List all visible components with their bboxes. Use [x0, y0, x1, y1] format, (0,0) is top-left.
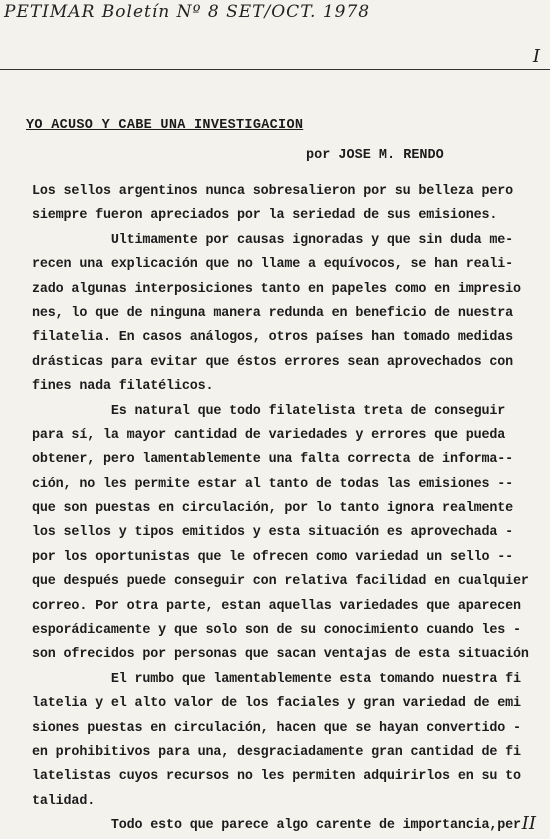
- body-line: en prohibitivos para una, desgraciadamente gran cantidad de fi: [32, 744, 521, 760]
- header-divider: [0, 69, 550, 70]
- body-line: Es natural que todo filatelista treta de conseguir: [32, 403, 506, 419]
- body-line: los sellos y tipos emitidos y esta situación es aprovechada -: [32, 525, 514, 541]
- body-line: por los oportunistas que le ofrecen como variedad un sello --: [32, 549, 514, 565]
- body-line: correo. Por otra parte, estan aquellas variedades que aparecen: [32, 598, 521, 614]
- body-line: esporádicamente y que solo son de su conocimiento cuando les -: [32, 623, 521, 639]
- body-line: latelia y el alto valor de los faciales y gran variedad de emi: [32, 696, 521, 712]
- body-line: zado algunas interposiciones tanto en papeles como en impresio: [32, 281, 521, 297]
- body-line: Ultimamente por causas ignoradas y que sin duda me-: [32, 232, 514, 248]
- body-line: latelistas cuyos recursos no les permiten adquirirlos en su to: [32, 769, 521, 785]
- body-line: talidad.: [32, 793, 96, 809]
- body-line: siempre fueron apreciados por la seriedad de sus emisiones.: [32, 208, 498, 224]
- body-line: El rumbo que lamentablemente esta tomando nuestra fi: [32, 671, 521, 687]
- body-line: recen una explicación que no llame a equívocos, se han reali-: [32, 257, 514, 273]
- body-line: nes, lo que de ninguna manera redunda en beneficio de nuestra: [32, 305, 514, 321]
- body-line: obtener, pero lamentablemente una falta correcta de informa--: [32, 452, 514, 468]
- body-line: siones puestas en circulación, hacen que se hayan convertido -: [32, 720, 521, 736]
- footer-mark: II: [521, 813, 536, 834]
- body-line: son ofrecidos por personas que sacan ventajas de esta situación: [32, 647, 529, 663]
- body-line: ción, no les permite estar al tanto de todas las emisiones --: [32, 476, 514, 492]
- body-line: fines nada filatélicos.: [32, 379, 214, 395]
- body-line: que son puestas en circulación, por lo tanto ignora realmente: [32, 501, 514, 517]
- body-line: drásticas para evitar que éstos errores sean aprovechados con: [32, 354, 514, 370]
- body-line: Los sellos argentinos nunca sobresalieron por su belleza pero: [32, 184, 514, 199]
- body-line: para sí, la mayor cantidad de variedades y errores que pueda: [32, 427, 506, 443]
- body-line: que después puede conseguir con relativa facilidad en cualquier: [32, 574, 529, 590]
- handwritten-header: PETIMAR Boletín Nº 8 SET/OCT. 1978: [4, 2, 371, 22]
- body-line: Todo esto que parece algo carente de importancia,per: [32, 818, 521, 834]
- page-mark: I: [532, 46, 540, 67]
- article-body: [32, 180, 547, 839]
- article-title: YO ACUSO Y CABE UNA INVESTIGACION: [26, 118, 304, 133]
- article-byline: por JOSE M. RENDO: [306, 148, 444, 163]
- body-line: filatelia. En casos análogos, otros países han tomado medidas: [32, 330, 514, 346]
